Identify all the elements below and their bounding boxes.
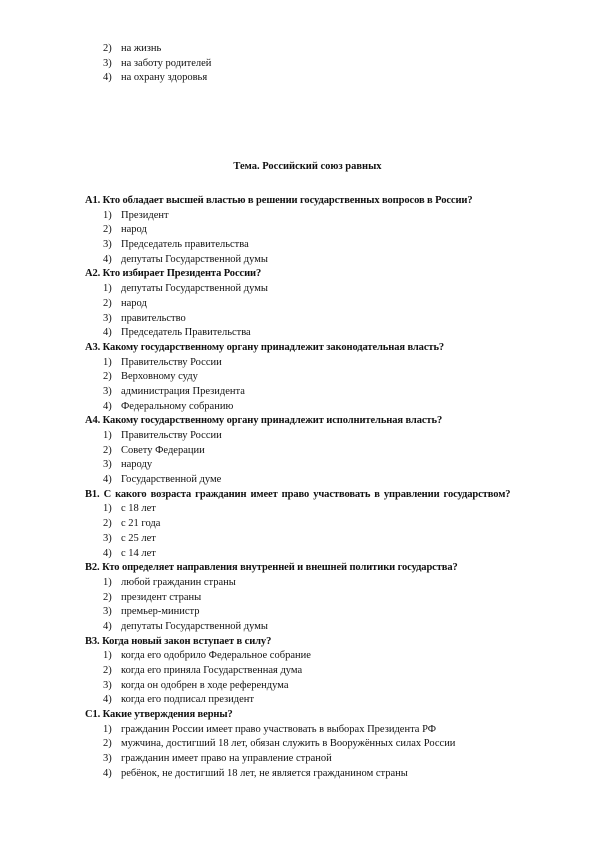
answer-option: [0, 517, 595, 532]
option-text: гражданин России имеет право участвовать в выборах Президента РФ: [121, 723, 437, 735]
question-label: А3. Какому государственному органу принадлежит законодательная власть?: [85, 341, 445, 353]
question-label: А1. Кто обладает высшей властью в решении государственных вопросов в России?: [85, 195, 473, 206]
answer-option: [0, 723, 595, 738]
option-text: народу: [121, 459, 153, 471]
option-number: 4): [103, 620, 112, 632]
option-text: с 18 лет: [121, 503, 156, 515]
option-text: Государственной думе: [121, 474, 222, 486]
option-text: правительство: [121, 312, 186, 324]
question-block: [0, 194, 595, 267]
question-label: В3. Когда новый закон вступает в силу?: [85, 635, 272, 647]
answer-option: [0, 649, 595, 664]
answer-option: [0, 385, 595, 400]
option-number: 2): [103, 591, 112, 603]
answer-option: [0, 282, 595, 297]
question-block: [0, 414, 595, 487]
option-text: Правительству России: [121, 430, 222, 441]
option-number: 1): [103, 209, 112, 221]
option-text: администрация Президента: [121, 385, 245, 397]
question-label: С1. Какие утверждения верны?: [85, 709, 233, 721]
answer-option: [0, 532, 595, 547]
option-number: 3): [103, 385, 112, 397]
answer-option: [0, 591, 595, 606]
item-number: 3): [103, 57, 112, 69]
option-number: 3): [103, 679, 112, 691]
option-number: 4): [103, 327, 112, 339]
answer-option: [0, 547, 595, 562]
option-text: когда он одобрен в ходе референдума: [121, 679, 289, 691]
answer-option: [0, 223, 595, 238]
option-text: Верховному суду: [121, 371, 198, 383]
option-text: депутаты Государственной думы: [121, 253, 268, 265]
option-text: Президент: [121, 209, 169, 221]
question-label: В2. Кто определяет направления внутренней и внешней политики государства?: [85, 562, 458, 574]
option-text: депутаты Государственной думы: [121, 283, 268, 295]
answer-option: [0, 664, 595, 679]
question-block: [0, 341, 595, 414]
option-text: с 25 лет: [121, 532, 156, 544]
answer-option: [0, 297, 595, 312]
intro-list: [0, 42, 595, 86]
question-label: В1. С какого возраста гражданин имеет право участвовать в управлении государством?: [85, 488, 511, 500]
option-number: 4): [103, 767, 112, 779]
option-text: когда его одобрило Федеральное собрание: [121, 650, 311, 662]
answer-option: [0, 444, 595, 459]
option-number: 4): [103, 253, 112, 265]
option-number: 1): [103, 356, 112, 368]
question-block: [0, 635, 595, 708]
option-text: с 14 лет: [121, 547, 156, 559]
option-number: 1): [103, 650, 112, 662]
question-block: [0, 267, 595, 340]
option-text: премьер-министр: [121, 606, 200, 618]
answer-option: [0, 458, 595, 473]
answer-option: [0, 752, 595, 767]
question-list: [0, 194, 595, 782]
answer-option: [0, 238, 595, 253]
option-number: 1): [103, 723, 112, 735]
item-text: на охрану здоровья: [121, 72, 208, 84]
quiz-content: [0, 160, 595, 782]
question-label: А4. Какому государственному органу принадлежит исполнительная власть?: [85, 415, 443, 427]
option-number: 2): [103, 444, 112, 456]
option-number: 1): [103, 503, 112, 515]
topic-title: Тема. Российский союз равных: [233, 161, 382, 172]
answer-option: [0, 576, 595, 591]
option-number: 2): [103, 224, 112, 236]
question-block: [0, 561, 595, 634]
option-number: 1): [103, 283, 112, 295]
option-number: 4): [103, 400, 112, 412]
option-number: 3): [103, 532, 112, 544]
option-text: народ: [121, 224, 147, 236]
option-number: 1): [103, 576, 112, 588]
answer-option: [0, 767, 595, 782]
option-text: Председатель правительства: [121, 239, 249, 251]
answer-option: [0, 312, 595, 327]
option-number: 2): [103, 665, 112, 677]
option-number: 2): [103, 297, 112, 309]
answer-option: [0, 356, 595, 371]
answer-option: [0, 370, 595, 385]
option-text: Председатель Правительства: [121, 327, 251, 339]
option-text: Федеральному собранию: [121, 400, 234, 412]
option-number: 3): [103, 312, 112, 324]
answer-option: [0, 473, 595, 488]
answer-option: [0, 429, 595, 444]
option-text: с 21 года: [121, 518, 161, 530]
answer-option: [0, 620, 595, 635]
option-text: Правительству России: [121, 356, 222, 368]
option-text: депутаты Государственной думы: [121, 620, 268, 632]
option-text: президент страны: [121, 591, 202, 603]
item-text: на заботу родителей: [121, 57, 212, 69]
item-number: 4): [103, 72, 112, 84]
list-item: [0, 57, 595, 72]
option-number: 3): [103, 753, 112, 765]
answer-option: [0, 693, 595, 708]
option-text: когда его приняла Государственная дума: [121, 665, 303, 677]
answer-option: [0, 253, 595, 268]
question-block: [0, 708, 595, 781]
option-number: 3): [103, 459, 112, 471]
answer-option: [0, 209, 595, 224]
option-text: любой гражданин страны: [121, 576, 236, 588]
answer-option: [0, 737, 595, 752]
option-number: 2): [103, 518, 112, 530]
option-number: 4): [103, 694, 112, 706]
list-item: [0, 42, 595, 57]
option-number: 2): [103, 738, 112, 750]
option-text: ребёнок, не достигший 18 лет, не является гражданином страны: [121, 767, 408, 779]
item-text: на жизнь: [121, 43, 162, 54]
list-item: [0, 71, 595, 86]
option-text: когда его подписал президент: [121, 694, 254, 706]
option-text: гражданин имеет право на управление страной: [121, 753, 332, 765]
option-text: мужчина, достигший 18 лет, обязан служить в Вооружённых силах России: [121, 738, 456, 750]
option-number: 1): [103, 430, 112, 441]
answer-option: [0, 502, 595, 517]
option-number: 2): [103, 371, 112, 383]
answer-option: [0, 679, 595, 694]
option-number: 4): [103, 474, 112, 486]
item-number: 2): [103, 43, 112, 54]
option-text: народ: [121, 297, 147, 309]
answer-option: [0, 326, 595, 341]
option-number: 3): [103, 239, 112, 251]
answer-option: [0, 605, 595, 620]
answer-option: [0, 400, 595, 415]
option-number: 4): [103, 547, 112, 559]
question-label: А2. Кто избирает Президента России?: [85, 268, 262, 280]
question-block: [0, 488, 595, 561]
option-number: 3): [103, 606, 112, 618]
option-text: Совету Федерации: [121, 444, 205, 456]
